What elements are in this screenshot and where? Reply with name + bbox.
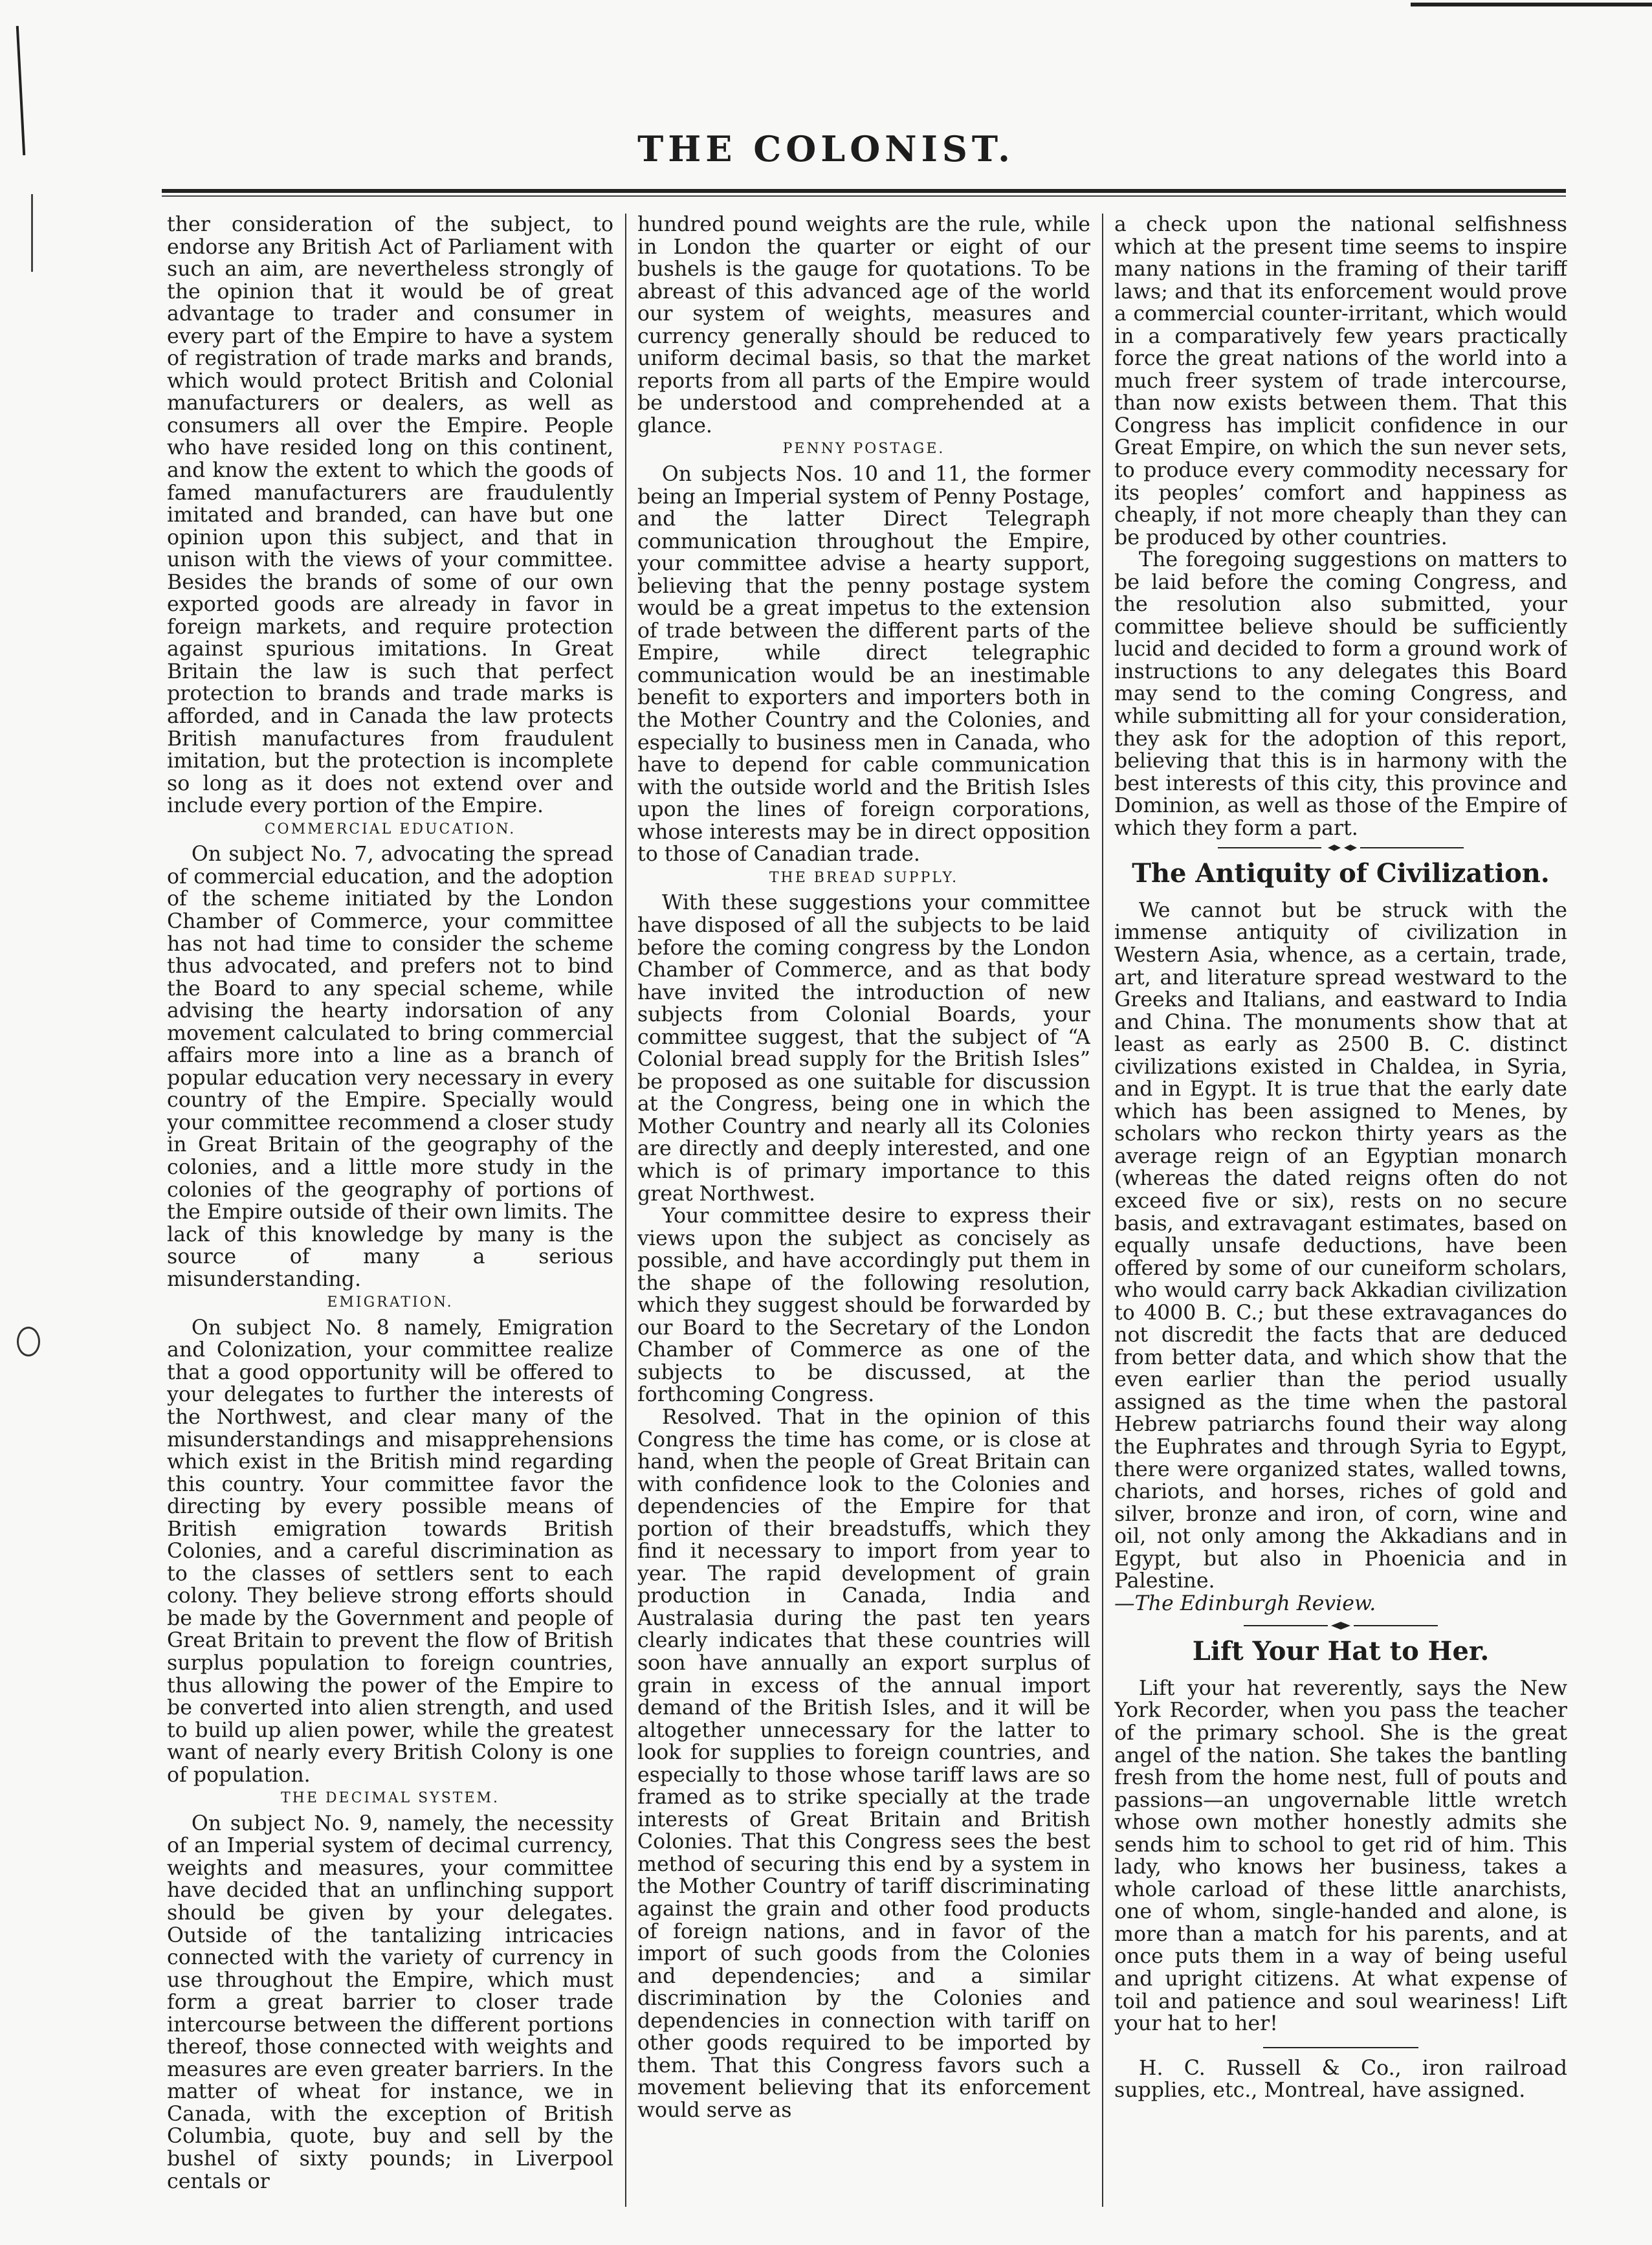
paragraph: On subject No. 8 namely, Emigration and Colonization, your committee realize that a good opportunity will be offered to your delegates to further the interests of the Northwest, and clear many of the misunderstandings and misapprehensions which exist in the British mind regarding this country. Your committee favor the directing by every possible means of British emigration towards British Colonies, and a careful discrimination as to the classes of settlers sent to each colony. They believe strong efforts should be made by the Government and people of Great Britain to prevent the flow of British surplus population to foreign countries, thus allowing the power of the Empire to be converted into alien strength, and used to build up alien power, while the greatest want of nearly every British Colony is one of population. — [167, 1316, 613, 1787]
section-heading: COMMERCIAL EDUCATION. — [264, 821, 516, 837]
paragraph: H. C. Russell & Co., iron railroad supplies, etc., Montreal, have assigned. — [1114, 2056, 1567, 2103]
masthead-rule — [162, 189, 1566, 193]
ornament-divider — [1205, 843, 1477, 852]
margin-mark — [31, 194, 33, 272]
masthead-rule-thin — [162, 195, 1566, 197]
page-masthead: THE COLONIST. — [637, 128, 1015, 170]
column-1 — [167, 214, 613, 2207]
ornament-divider — [1205, 1621, 1477, 1630]
paragraph: On subjects Nos. 10 and 11, the former being an Imperial system of Penny Postage, and the latter Direct Telegraph communication throughout the Empire, your committee advise a hearty support, believing that the penny postage system would be a great impetus to the extension of trade between the different parts of the Empire, while direct telegraphic communication would be an inestimable benefit to exporters and importers both in the Mother Country and the Colonies, and especially to business men in Canada, who have to depend for cable communication with the outside world and the British Isles upon the lines of foreign corporations, whose interests may be in direct opposition to those of Canadian trade. — [637, 463, 1090, 867]
section-heading: THE BREAD SUPPLY. — [769, 869, 959, 886]
notice-rule — [1263, 2047, 1418, 2048]
paragraph: The foregoing suggestions on matters to be laid before the coming Congress, and the resolution also submitted, your committee believe should be sufficiently lucid and decided to form a ground work of instructions to any delegates this Board may send to the coming Congress, and while submitting all for your consideration, they ask for the adoption of this report, believing that this is in harmony with the best interests of this city, this province and Dominion, as well as those of the Empire of which they form a part. — [1114, 548, 1567, 840]
paragraph: a check upon the national selfishness which at the present time seems to inspire many nations in the framing of their tariff laws; and that its enforcement would prove a commercial counter-irritant, which would in a comparatively few years practically force the great nations of the world into a much freer system of trade intercourse, than now exists between them. That this Congress has implicit confidence in our Great Empire, on which the sun never sets, to produce every commodity necessary for its peoples’ comfort and happiness as cheaply, if not more cheaply than they can be produced by other countries. — [1114, 214, 1567, 549]
section-heading: THE DECIMAL SYSTEM. — [280, 1790, 500, 1807]
margin-mark — [17, 1327, 40, 1356]
paragraph: Your committee desire to express their views upon the subject as concisely as possible, and have accordingly put them in the shape of the following resolution, which they suggest should be forwarded by our Board to the Secretary of the London Chamber of Commerce as one of the subjects to be discussed, at the forthcoming Congress. — [637, 1204, 1090, 1407]
paragraph: Lift your hat reverently, says the New York Recorder, when you pass the teacher of the primary school. She is the great angel of the nation. She takes the bantling fresh from the home nest, full of pouts and passions—an ungovernable little wretch whose own mother honestly admits she sends him to school to get rid of him. This lady, who knows her business, takes a whole carload of these little anarchists, one of whom, single-handed and alone, is more than a match for his parents, and at once puts them in a way of being useful and upright citizens. At what expense of toil and patience and soul weariness! Lift your hat to her! — [1114, 1676, 1567, 2036]
source-credit: —The Edinburgh Review. — [1114, 1591, 1376, 1615]
column-2 — [637, 214, 1090, 2207]
paragraph: ther consideration of the subject, to endorse any British Act of Parliament with such an aim, are nevertheless strongly of the opinion that it would be of great advantage to trader and consumer in every part of the Empire to have a system of registration of trade marks and brands, which would protect British and Colonial manufacturers or dealers, as well as consumers all over the Empire. People who have resided long on this continent, and know the extent to which the goods of famed manufacturers are fraudulently imitated and branded, can have but one opinion upon this subject, and that in unison with the views of your committee. Besides the brands of some of our own exported goods are already in favor in foreign markets, and require protection against spurious imitations. In Great Britain the law is such that perfect protection to brands and trade marks is afforded, and in Canada the law protects British manufactures from fraudulent imitation, but the protection is incomplete so long as it does not extend over and include every portion of the Empire. — [167, 214, 613, 818]
paragraph: hundred pound weights are the rule, while in London the quarter or eight of our bushels is the gauge for quotations. To be abreast of this advanced age of the world our system of weights, measures and currency generally should be reduced to uniform decimal basis, so that the market reports from all parts of the Empire would be understood and comprehended at a glance. — [637, 214, 1090, 437]
paragraph: Resolved. That in the opinion of this Congress the time has come, or is close at hand, when the people of Great Britain can with confidence look to the Colonies and dependencies of the Empire for that portion of their breadstuffs, which they find it necessary to import from year to year. The rapid development of grain production in Canada, India and Australasia during the past ten years clearly indicates that these countries will soon have annually an export surplus of grain in excess of the annual import demand of the British Isles, and it will be altogether unnecessary for the latter to look for supplies to foreign countries, and especially to those whose tariff laws are so framed as to strike specially at the trade interests of Great Britain and British Colonies. That this Congress sees the best method of securing this end by a system in the Mother Country of tariff discriminating against the grain and other food products of foreign nations, and in favor of the import of such goods from the Colonies and dependencies; and a similar discrimination by the Colonies and dependencies in connection with tariff on other goods required to be imported by them. That this Congress favors such a movement believing that its enforcement would serve as — [637, 1405, 1090, 2122]
column-rule — [625, 214, 626, 2207]
section-heading: PENNY POSTAGE. — [782, 441, 945, 458]
paragraph: We cannot but be struck with the immense antiquity of civilization in Western Asia, whence, as a certain, trade, art, and literature spread westward to the Greeks and Italians, and eastward to India and China. The monuments show that at least as early as 2500 B. C. distinct civilizations existed in Chaldea, in Syria, and in Egypt. It is true that the early date which has been assigned to Menes, by scholars who reckon thirty years as the average reign of an Egyptian monarch (whereas the dated reigns often do not exceed five or six), rests on no secure basis, and extravagant estimates, based on equally unsafe deductions, have been offered by some of our cuneiform scholars, who would carry back Akkadian civilization to 4000 B. C.; but these extravagances do not discredit the facts that are deduced from better data, and which show that the even earlier than the period usually assigned as the time when the pastoral Hebrew patriarchs found their way along the Euphrates and through Syria to Egypt, there were organized states, walled towns, chariots, and horses, riches of gold and silver, bronze and iron, of corn, wine and oil, not only among the Akkadians and in Egypt, but also in Phoenicia and in Palestine. — [1114, 898, 1567, 1593]
top-edge-mark — [1411, 3, 1652, 6]
paragraph: With these suggestions your committee have disposed of all the subjects to be laid before the coming congress by the London Chamber of Commerce, and as that body have invited the introduction of new subjects from Colonial Boards, your committee suggest, that the subject of “A Colonial bread supply for the British Isles” be proposed as one suitable for discussion at the Congress, being one in which the Mother Country and nearly all its Colonies are directly and deeply interested, and one which is of primary importance to this great Northwest. — [637, 891, 1090, 1206]
paragraph: On subject No. 7, advocating the spread of commercial education, and the adoption of the scheme initiated by the London Chamber of Commerce, your committee has not had time to consider the scheme thus advocated, and prefers not to bind the Board to any special scheme, while advising the hearty indorsation of any movement calculated to bring commercial affairs more into a line as a branch of popular education very necessary in every country of the Empire. Specially would your committee recommend a closer study in Great Britain of the geography of the colonies, and a little more study in the colonies of the geography of portions of the Empire outside of their own limits. The lack of this knowledge by many is the source of many a serious misunderstanding. — [167, 843, 613, 1291]
article-title: The Antiquity of Civilization. — [1132, 858, 1550, 889]
section-heading: EMIGRATION. — [327, 1294, 454, 1311]
column-3 — [1114, 214, 1567, 2207]
column-rule — [1102, 214, 1103, 2207]
paragraph: On subject No. 9, namely, the necessity of an Imperial system of decimal currency, weights and measures, your committee have decided that an unflinching support should be given by your delegates. Outside of the tantalizing intricacies connected with the variety of currency in use throughout the Empire, which must form a great barrier to closer trade intercourse between the different portions thereof, those connected with weights and measures are even greater barriers. In the matter of wheat for instance, we in Canada, with the exception of British Columbia, quote, buy and sell by the bushel of sixty pounds; in Liverpool centals or — [167, 1811, 613, 2193]
article-title: Lift Your Hat to Her. — [1192, 1636, 1490, 1667]
